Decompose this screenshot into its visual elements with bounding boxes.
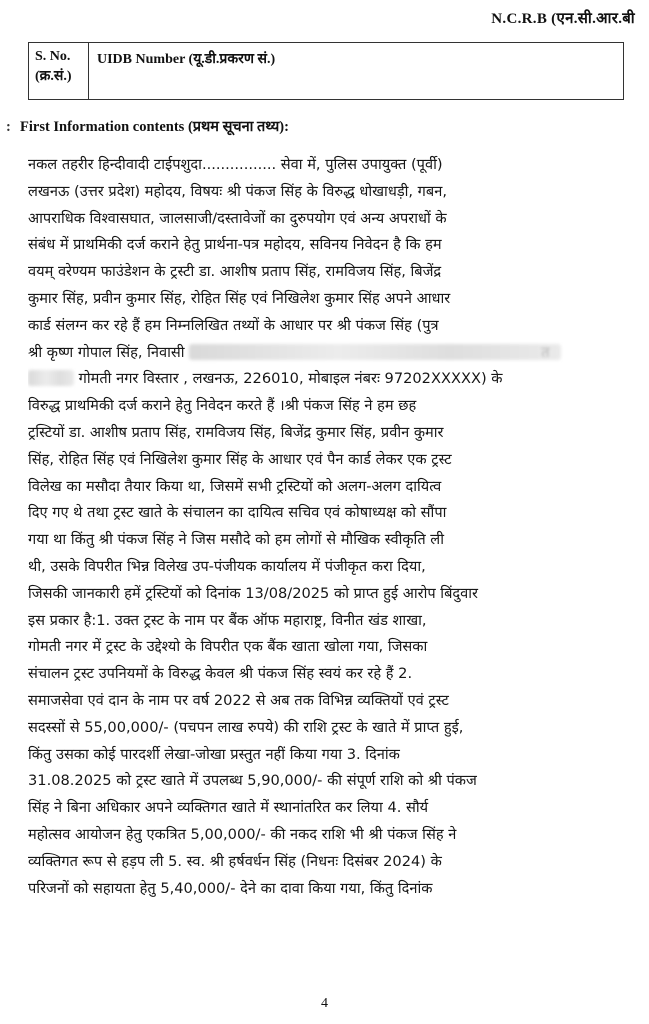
uidb-table [28,42,624,100]
serial-number-label-hindi: (क्र.सं.) [35,69,72,84]
body-line: गया था किंतु श्री पंकज सिंह ने जिस मसौदे को हम लोगों से मौखिक स्वीकृति ली [28,531,444,549]
body-line: नकल तहरीर हिन्दीवादी टाईपशुदा................ सेवा में, पुलिस उपायुक्त (पूर्वी) [28,156,443,173]
body-line: दिए गए थे तथा ट्रस्ट खाते के संचालन का दायित्व सचिव एवं कोषाध्यक्ष को सौंपा [28,504,447,522]
redacted-address-block [189,344,561,360]
page-number: 4 [321,996,328,1011]
uidb-number-label: UIDB Number (यू.डी.प्रकरण सं.) [97,52,276,67]
serial-number-cell [29,43,89,99]
body-line: व्यक्तिगत रूप से हड़प ली 5. स्व. श्री हर्षवर्धन सिंह (निधनः दिसंबर 2024) के [28,852,442,870]
body-line: सदस्सों से 55,00,000/- (पचपन लाख रुपये) की राशि ट्रस्ट के खाते में प्राप्त हुई, [28,718,464,736]
body-line: ट्रस्टियों डा. आशीष प्रताप सिंह, रामविजय सिंह, बिजेंद्र कुमार सिंह, प्रवीन कुमार [28,423,444,441]
body-line-text: श्री कृष्ण गोपाल सिंह, निवासी [28,343,185,361]
body-line: सिंह, रोहित सिंह एवं निखिलेश कुमार सिंह के आधार एवं पैन कार्ड लेकर एक ट्रस्ट [28,450,452,468]
redacted-address-block [28,370,74,386]
body-line: थी, उसके विपरीत भिन्न विलेख उप-पंजीयक कार्यालय में पंजीकृत करा दिया, [28,557,426,575]
body-line: आपराधिक विश्वासघात, जालसाजी/दस्तावेजों का दुरुपयोग एवं अन्य अपराधों के [28,209,447,227]
body-line: महोत्सव आयोजन हेतु एकत्रित 5,00,000/- की नकद राशि भी श्री पंकज सिंह ने [28,825,457,843]
body-line: विरुद्ध प्राथमिकी दर्ज कराने हेतु निवेदन करते हैं ।श्री पंकज सिंह ने हम छह [28,397,417,415]
body-line: गोमती नगर में ट्रस्ट के उद्देश्यो के विपरीत एक बैंक खाता खोला गया, जिसका [28,638,428,656]
body-line: परिजनों को सहायता हेतु 5,40,000/- देने का दावा किया गया, किंतु दिनांक [28,879,433,897]
body-line: कुमार सिंह, प्रवीन कुमार सिंह, रोहित सिंह एवं निखिलेश कुमार सिंह अपने आधार [28,289,451,307]
body-line: कार्ड संलग्न कर रहे हैं हम निम्नलिखित तथ्यों के आधार पर श्री पंकज सिंह (पुत्र [28,316,439,334]
body-line: लखनऊ (उत्तर प्रदेश) महोदय, विषयः श्री पंकज सिंह के विरुद्ध धोखाधड़ी, गबन, [28,182,447,200]
body-line: संबंध में प्राथमिकी दर्ज कराने हेतु प्रार्थना-पत्र महोदय, सविनय निवेदन है कि हम [28,236,442,254]
body-line-text: गोमती नगर विस्तार , लखनऊ, 226010, मोबाइल नंबरः 97202XXXXX) के [78,370,503,388]
body-line: सिंह ने बिना अधिकार अपने व्यक्तिगत खाते में स्थानांतरित कर लिया 4. सौर्य [28,799,429,817]
fir-body-text [28,152,628,902]
redacted-trailing-char: त [541,343,550,361]
body-line: जिसकी जानकारी हमें ट्रस्टियों को दिनांक 13/08/2025 को प्राप्त हुई आरोप बिंदुवार [28,584,479,602]
body-line: 31.08.2025 को ट्रस्ट खाते में उपलब्ध 5,90,000/- की संपूर्ण राशि को श्री पंकज [28,772,477,790]
body-line: समाजसेवा एवं दान के नाम पर वर्ष 2022 से अब तक विभिन्न व्यक्तियों एवं ट्रस्ट [28,691,449,709]
uidb-number-cell [89,43,623,99]
first-information-title: First Information contents (प्रथम सूचना तथ्य): [20,119,289,135]
body-line: विलेख का मसौदा तैयार किया था, जिसमें सभी ट्रस्टियों को अलग-अलग दायित्व [28,477,442,495]
body-line-with-redaction [28,340,628,367]
header-org-name: N.C.R.B (एन.सी.आर.बी [491,11,635,27]
body-line: इस प्रकार है:1. उक्त ट्रस्ट के नाम पर बैंक ऑफ महाराष्ट्र, विनीत खंड शाखा, [28,611,427,629]
body-line-with-redaction [28,366,628,393]
body-line: किंतु उसका कोई पारदर्शी लेखा-जोखा प्रस्तुत नहीं किया गया 3. दिनांक [28,745,400,763]
body-line: वयम् वरेण्यम फाउंडेशन के ट्रस्टी डा. आशीष प्रताप सिंह, रामविजय सिंह, बिजेंद्र [28,263,442,281]
serial-number-label: S. No. [35,49,71,64]
section-marker: : [6,119,11,135]
first-information-heading [6,116,289,136]
body-line: संचालन ट्रस्ट उपनियमों के विरुद्ध केवल श्री पंकज सिंह स्वयं कर रहे हैं 2. [28,665,413,683]
